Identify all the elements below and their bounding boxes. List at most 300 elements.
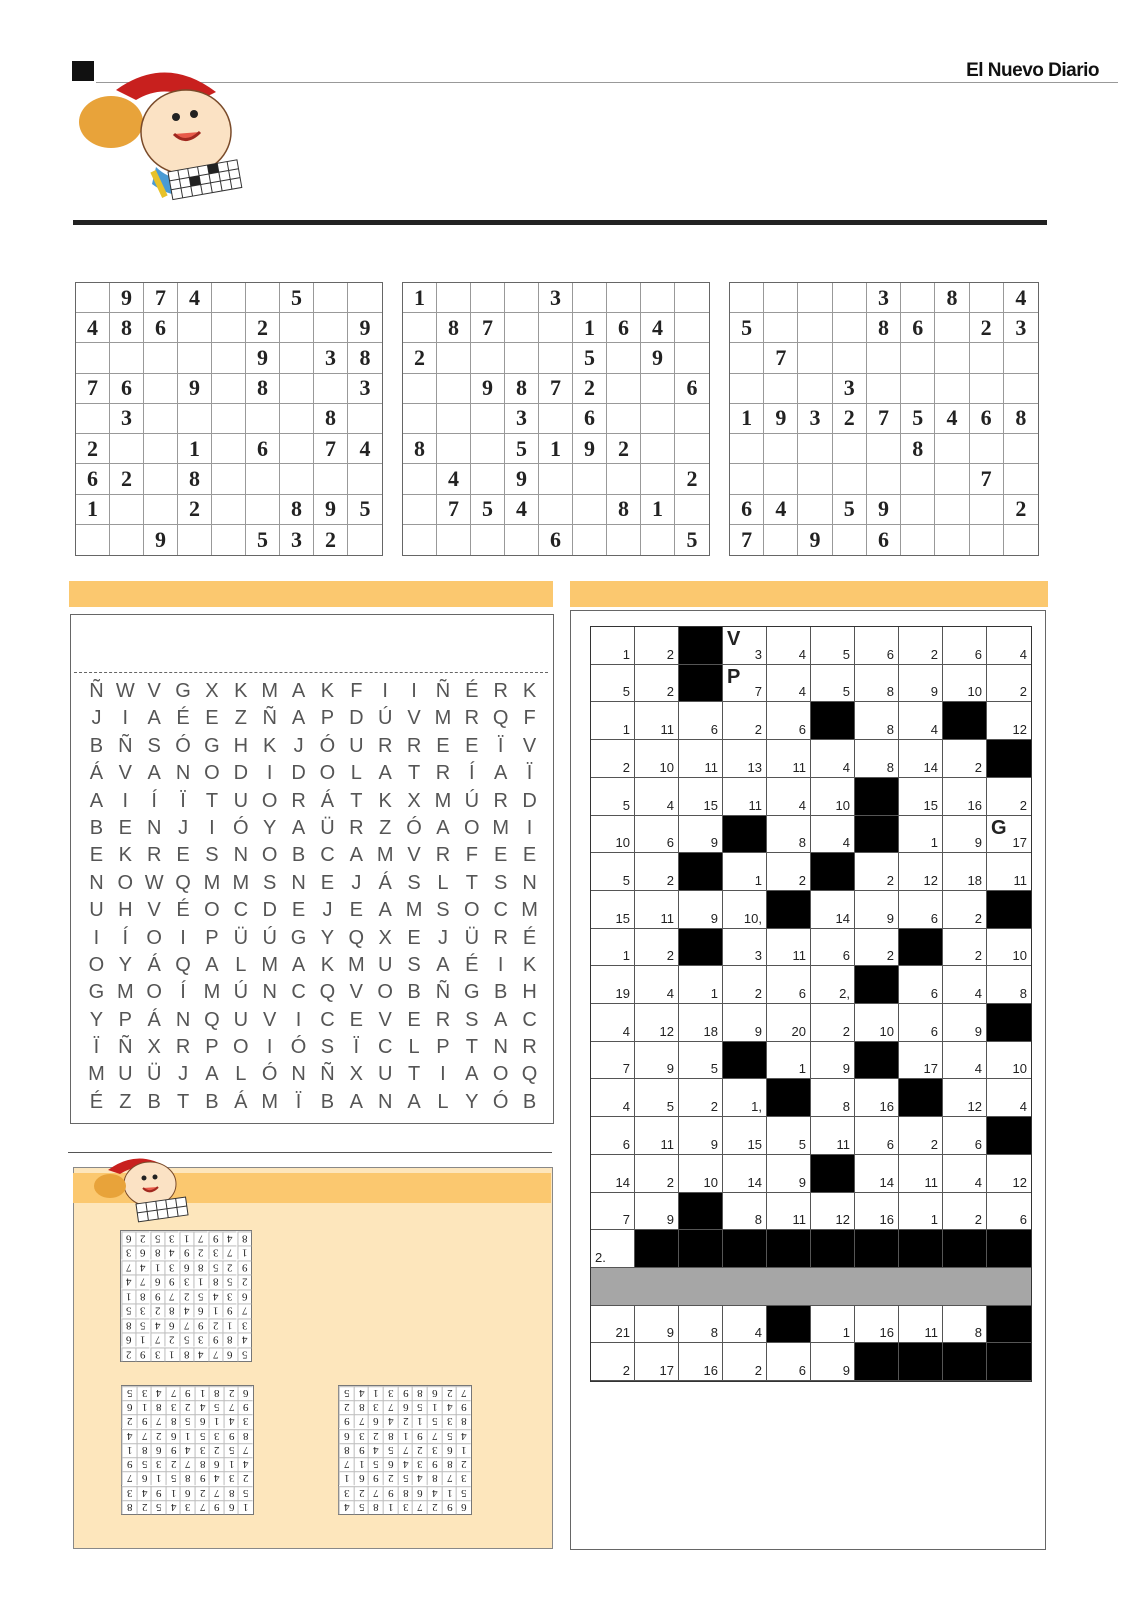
sudoku-cell[interactable] (867, 434, 901, 464)
sudoku-cell[interactable] (144, 343, 178, 373)
sudoku-cell[interactable] (730, 343, 764, 373)
sudoku-cell[interactable]: 2 (314, 525, 348, 555)
wordsearch-letter[interactable]: B (89, 816, 104, 839)
sudoku-cell[interactable] (314, 464, 348, 494)
sudoku-cell[interactable] (348, 404, 382, 434)
crossword-cell[interactable] (723, 1117, 767, 1155)
sudoku-cell[interactable]: 6 (970, 404, 1004, 434)
wordsearch-letter[interactable]: R (493, 789, 508, 812)
sudoku-cell[interactable] (110, 525, 144, 555)
crossword-cell[interactable] (811, 1079, 855, 1117)
crossword-cell[interactable] (855, 702, 899, 740)
crossword-cell[interactable] (855, 853, 899, 891)
wordsearch-letter[interactable]: C (320, 1008, 335, 1031)
sudoku-cell[interactable] (970, 434, 1004, 464)
wordsearch-letter[interactable]: C (493, 899, 508, 922)
wordsearch-letter[interactable]: R (435, 1008, 451, 1031)
crossword-cell[interactable] (679, 1343, 723, 1381)
sudoku-cell[interactable]: 3 (539, 283, 573, 313)
sudoku-cell[interactable] (212, 495, 246, 525)
sudoku-cell[interactable] (764, 525, 798, 555)
wordsearch-letter[interactable]: Á (147, 953, 161, 976)
crossword-cell[interactable] (811, 891, 855, 929)
sudoku-cell[interactable]: 9 (348, 313, 382, 343)
wordsearch-letter[interactable]: R (464, 707, 480, 730)
crossword-cell[interactable] (899, 816, 943, 854)
wordsearch-letter[interactable]: V (407, 844, 421, 867)
crossword-cell[interactable] (987, 778, 1031, 816)
sudoku-cell[interactable]: 6 (607, 313, 641, 343)
sudoku-cell[interactable] (110, 495, 144, 525)
sudoku-cell[interactable]: 3 (1004, 313, 1038, 343)
crossword-cell[interactable] (635, 891, 679, 929)
crossword-cell[interactable] (943, 1079, 987, 1117)
crossword-cell[interactable] (899, 1193, 943, 1231)
wordsearch-letter[interactable]: Ñ (435, 981, 451, 1004)
wordsearch-letter[interactable]: Q (521, 1063, 538, 1086)
sudoku-cell[interactable] (675, 404, 709, 434)
wordsearch-letter[interactable]: R (175, 1036, 191, 1059)
sudoku-cell[interactable] (471, 525, 505, 555)
sudoku-cell[interactable]: 9 (314, 495, 348, 525)
wordsearch-letter[interactable]: Y (263, 816, 277, 839)
wordsearch-letter[interactable]: E (89, 844, 104, 867)
sudoku-cell[interactable] (901, 374, 935, 404)
wordsearch-letter[interactable]: Ï (526, 762, 533, 785)
wordsearch-letter[interactable]: L (408, 1036, 420, 1059)
sudoku-cell[interactable]: 9 (641, 343, 675, 373)
sudoku-cell[interactable]: 6 (144, 313, 178, 343)
sudoku-cell[interactable]: 9 (798, 525, 832, 555)
sudoku-cell[interactable] (212, 313, 246, 343)
crossword-cell[interactable] (723, 1193, 767, 1231)
crossword-cell[interactable] (723, 1079, 767, 1117)
sudoku-cell[interactable] (675, 434, 709, 464)
sudoku-cell[interactable]: 2 (110, 464, 144, 494)
crossword-cell[interactable] (855, 627, 899, 665)
crossword-cell[interactable] (855, 1079, 899, 1117)
wordsearch-letter[interactable]: X (349, 1063, 363, 1086)
wordsearch-letter[interactable]: O (117, 871, 134, 894)
wordsearch-letter[interactable]: E (320, 871, 335, 894)
wordsearch-letter[interactable]: B (522, 1090, 537, 1113)
sudoku-cell[interactable]: 9 (471, 374, 505, 404)
sudoku-cell[interactable] (798, 283, 832, 313)
wordsearch-letter[interactable]: Ü (146, 1063, 162, 1086)
wordsearch-letter[interactable]: Ü (464, 926, 480, 949)
sudoku-cell[interactable] (901, 464, 935, 494)
wordsearch-letter[interactable]: Ó (233, 816, 249, 839)
sudoku-cell[interactable] (403, 495, 437, 525)
wordsearch-letter[interactable]: R (349, 816, 364, 839)
wordsearch-letter[interactable]: Q (204, 1008, 220, 1031)
wordsearch-letter[interactable]: Ü (233, 926, 249, 949)
sudoku-cell[interactable] (437, 374, 471, 404)
sudoku-cell[interactable]: 1 (641, 495, 675, 525)
sudoku-cell[interactable] (246, 283, 280, 313)
wordsearch-letter[interactable]: J (437, 926, 448, 949)
crossword-cell[interactable] (943, 853, 987, 891)
crossword-cell[interactable] (811, 966, 855, 1004)
sudoku-cell[interactable]: 4 (505, 495, 539, 525)
crossword-cell[interactable] (943, 1306, 987, 1344)
wordsearch-letter[interactable]: Ú (262, 926, 277, 949)
crossword-cell[interactable] (943, 778, 987, 816)
sudoku-cell[interactable] (730, 464, 764, 494)
crossword-cell[interactable] (855, 740, 899, 778)
crossword-cell[interactable] (679, 816, 723, 854)
wordsearch-letter[interactable]: I (180, 926, 186, 949)
wordsearch-letter[interactable]: A (205, 1063, 219, 1086)
sudoku-cell[interactable]: 2 (833, 404, 867, 434)
crossword-cell[interactable] (855, 1004, 899, 1042)
crossword-cell[interactable] (987, 929, 1031, 967)
crossword-cell[interactable] (899, 1306, 943, 1344)
sudoku-cell[interactable] (539, 404, 573, 434)
wordsearch-letter[interactable]: A (378, 762, 392, 785)
wordsearch-letter[interactable]: Ó (290, 1036, 307, 1059)
sudoku-cell[interactable]: 9 (178, 374, 212, 404)
wordsearch-letter[interactable]: N (493, 1036, 508, 1059)
sudoku-cell[interactable] (110, 434, 144, 464)
crossword-cell[interactable] (591, 1343, 635, 1381)
wordsearch-letter[interactable]: C (233, 899, 249, 922)
sudoku-cell[interactable]: 7 (970, 464, 1004, 494)
wordsearch-letter[interactable]: B (89, 734, 104, 757)
wordsearch-letter[interactable]: T (465, 871, 478, 894)
sudoku-cell[interactable] (539, 495, 573, 525)
wordsearch-letter[interactable]: I (122, 789, 129, 812)
wordsearch-letter[interactable]: M (261, 680, 279, 702)
sudoku-cell[interactable] (246, 464, 280, 494)
wordsearch-letter[interactable]: K (378, 789, 392, 812)
wordsearch-letter[interactable]: V (147, 899, 161, 922)
sudoku-cell[interactable]: 9 (867, 495, 901, 525)
wordsearch-letter[interactable]: A (291, 816, 306, 839)
sudoku-cell[interactable]: 3 (348, 374, 382, 404)
sudoku-cell[interactable]: 3 (867, 283, 901, 313)
sudoku-cell[interactable]: 5 (901, 404, 935, 434)
wordsearch-letter[interactable]: H (118, 899, 133, 922)
sudoku-cell[interactable] (764, 434, 798, 464)
crossword-cell[interactable] (811, 929, 855, 967)
crossword-cell[interactable] (811, 1193, 855, 1231)
sudoku-cell[interactable] (935, 495, 969, 525)
wordsearch-letter[interactable]: F (523, 707, 536, 730)
wordsearch-letter[interactable]: Í (469, 762, 475, 785)
wordsearch-letter[interactable]: Q (319, 981, 336, 1004)
wordsearch-letter[interactable]: E (205, 707, 219, 730)
wordsearch-letter[interactable]: Á (234, 1090, 248, 1113)
crossword-cell[interactable] (943, 966, 987, 1004)
wordsearch-letter[interactable]: S (263, 871, 277, 894)
sudoku-cell[interactable] (901, 495, 935, 525)
wordsearch-letter[interactable]: M (434, 707, 452, 730)
wordsearch-letter[interactable]: N (89, 871, 104, 894)
crossword-cell[interactable] (635, 1155, 679, 1193)
crossword-cell[interactable] (635, 1004, 679, 1042)
sudoku-cell[interactable] (280, 313, 314, 343)
wordsearch-letter[interactable]: O (88, 953, 105, 976)
crossword-cell[interactable] (635, 778, 679, 816)
crossword-cell[interactable] (591, 1230, 635, 1268)
sudoku-cell[interactable] (573, 495, 607, 525)
sudoku-cell[interactable] (833, 434, 867, 464)
sudoku-cell[interactable]: 5 (471, 495, 505, 525)
sudoku-cell[interactable] (607, 404, 641, 434)
crossword-cell[interactable] (987, 1193, 1031, 1231)
sudoku-cell[interactable] (471, 404, 505, 434)
sudoku-cell[interactable]: 2 (178, 495, 212, 525)
wordsearch-letter[interactable]: M (88, 1063, 105, 1086)
wordsearch-letter[interactable]: Ï (295, 1090, 302, 1113)
wordsearch-letter[interactable]: P (118, 1008, 132, 1031)
sudoku-cell[interactable]: 5 (686, 526, 698, 552)
wordsearch-letter[interactable]: É (465, 680, 479, 702)
crossword-cell[interactable] (987, 966, 1031, 1004)
wordsearch-letter[interactable]: V (522, 734, 537, 757)
wordsearch-letter[interactable]: K (522, 680, 537, 702)
crossword-cell[interactable] (723, 740, 767, 778)
wordsearch-letter[interactable]: G (204, 734, 220, 757)
wordsearch-letter[interactable]: N (522, 871, 537, 894)
sudoku-cell[interactable] (280, 434, 314, 464)
crossword-cell[interactable] (987, 1042, 1031, 1080)
wordsearch-letter[interactable]: K (234, 680, 248, 702)
sudoku-cell[interactable]: 1 (403, 283, 437, 313)
wordsearch-letter[interactable]: O (464, 816, 480, 839)
sudoku-cell[interactable] (1004, 525, 1038, 555)
wordsearch-letter[interactable]: Q (175, 953, 191, 976)
sudoku-cell[interactable] (970, 343, 1004, 373)
crossword-cell[interactable] (635, 1117, 679, 1155)
crossword-cell[interactable] (987, 702, 1031, 740)
sudoku-cell[interactable]: 8 (348, 343, 382, 373)
wordsearch-letter[interactable]: M (376, 844, 394, 867)
crossword-cell[interactable] (591, 1079, 635, 1117)
sudoku-cell[interactable]: 4 (935, 404, 969, 434)
wordsearch-letter[interactable]: Ï (353, 1036, 360, 1059)
wordsearch-letter[interactable]: U (233, 1008, 249, 1031)
wordsearch-letter[interactable]: T (407, 762, 421, 785)
crossword-cell[interactable] (723, 891, 767, 929)
crossword-cell[interactable] (767, 1042, 811, 1080)
sudoku-cell[interactable]: 3 (110, 404, 144, 434)
crossword-cell[interactable] (943, 627, 987, 665)
sudoku-cell[interactable]: 8 (901, 434, 935, 464)
wordsearch-letter[interactable]: H (522, 981, 537, 1004)
wordsearch-letter[interactable]: O (377, 981, 393, 1004)
wordsearch-letter[interactable]: M (492, 816, 510, 839)
wordsearch-letter[interactable]: Á (147, 1008, 161, 1031)
crossword-cell[interactable] (679, 778, 723, 816)
wordsearch-letter[interactable]: L (350, 762, 362, 785)
crossword-cell[interactable] (987, 853, 1031, 891)
crossword-cell[interactable] (811, 627, 855, 665)
crossword-cell[interactable] (591, 1004, 635, 1042)
sudoku-cell[interactable]: 6 (76, 464, 110, 494)
wordsearch-letter[interactable]: B (291, 844, 306, 867)
sudoku-cell[interactable] (833, 313, 867, 343)
wordsearch-letter[interactable]: V (407, 707, 421, 730)
wordsearch-letter[interactable]: J (91, 707, 102, 730)
crossword-cell[interactable] (811, 665, 855, 703)
crossword-cell[interactable] (723, 778, 767, 816)
sudoku-cell[interactable] (675, 283, 709, 313)
sudoku-cell[interactable] (833, 525, 867, 555)
crossword-cell[interactable] (899, 1117, 943, 1155)
wordsearch-letter[interactable]: X (407, 789, 421, 812)
sudoku-cell[interactable] (539, 343, 573, 373)
sudoku-cell[interactable]: 4 (178, 283, 212, 313)
sudoku-cell[interactable] (76, 283, 110, 313)
crossword-cell[interactable] (811, 740, 855, 778)
crossword-cell[interactable] (855, 1155, 899, 1193)
sudoku-cell[interactable] (970, 525, 1004, 555)
crossword-cell[interactable] (635, 966, 679, 1004)
wordsearch-letter[interactable]: V (118, 762, 132, 785)
wordsearch-letter[interactable]: A (147, 707, 161, 730)
wordsearch-letter[interactable]: A (291, 953, 306, 976)
crossword-cell[interactable] (767, 1343, 811, 1381)
wordsearch-letter[interactable]: E (522, 844, 537, 867)
wordsearch-letter[interactable]: D (291, 762, 306, 785)
sudoku-cell[interactable] (280, 343, 314, 373)
crossword-cell[interactable] (899, 665, 943, 703)
wordsearch-letter[interactable]: N (291, 871, 306, 894)
sudoku-cell[interactable] (935, 374, 969, 404)
sudoku-cell[interactable] (764, 374, 798, 404)
wordsearch-letter[interactable]: N (146, 816, 162, 839)
sudoku-cell[interactable]: 5 (246, 525, 280, 555)
wordsearch-letter[interactable]: R (146, 844, 162, 867)
wordsearch-letter[interactable]: S (407, 953, 421, 976)
wordsearch-letter[interactable]: L (235, 953, 247, 976)
wordsearch-letter[interactable]: Q (492, 707, 509, 730)
wordsearch-letter[interactable]: Q (175, 871, 191, 894)
wordsearch-letter[interactable]: A (407, 1090, 421, 1113)
wordsearch-letter[interactable]: Ñ (89, 680, 104, 702)
crossword-cell[interactable] (635, 1306, 679, 1344)
sudoku-cell[interactable]: 2 (246, 313, 280, 343)
sudoku-cell[interactable] (1004, 343, 1038, 373)
sudoku-cell[interactable] (246, 404, 280, 434)
crossword-cell[interactable] (723, 966, 767, 1004)
wordsearch-letter[interactable]: Ú (464, 789, 480, 812)
sudoku-cell[interactable] (935, 464, 969, 494)
wordsearch-letter[interactable]: L (235, 1063, 247, 1086)
sudoku-cell[interactable] (471, 464, 505, 494)
sudoku-cell[interactable] (798, 464, 832, 494)
crossword-cell[interactable] (591, 1193, 635, 1231)
wordsearch-letter[interactable]: R (435, 762, 451, 785)
sudoku-cell[interactable]: 3 (280, 525, 314, 555)
wordsearch-letter[interactable]: O (233, 1036, 249, 1059)
sudoku-cell[interactable] (178, 525, 212, 555)
sudoku-cell[interactable] (798, 374, 832, 404)
wordsearch-letter[interactable]: K (320, 953, 335, 976)
sudoku-cell[interactable]: 1 (573, 313, 607, 343)
wordsearch-letter[interactable]: M (521, 899, 538, 922)
sudoku-cell[interactable] (935, 525, 969, 555)
wordsearch-letter[interactable]: N (262, 981, 277, 1004)
sudoku-cell[interactable] (212, 374, 246, 404)
crossword-cell[interactable] (591, 1042, 635, 1080)
wordsearch-letter[interactable]: A (89, 789, 104, 812)
wordsearch-letter[interactable]: M (116, 981, 134, 1004)
sudoku-cell[interactable]: 4 (1004, 283, 1038, 313)
wordsearch-letter[interactable]: J (322, 899, 333, 922)
wordsearch-letter[interactable]: I (497, 953, 504, 976)
sudoku-cell[interactable] (437, 283, 471, 313)
sudoku-cell[interactable] (573, 283, 607, 313)
wordsearch-letter[interactable]: Á (89, 762, 104, 785)
wordsearch-letter[interactable]: K (118, 844, 132, 867)
sudoku-cell[interactable]: 3 (798, 404, 832, 434)
sudoku-cell[interactable] (607, 283, 641, 313)
wordsearch-letter[interactable]: T (407, 1063, 421, 1086)
wordsearch-letter[interactable]: U (377, 1063, 393, 1086)
wordsearch-letter[interactable]: Ñ (118, 1036, 133, 1059)
wordsearch-letter[interactable]: C (291, 981, 306, 1004)
sudoku-cell[interactable]: 8 (110, 313, 144, 343)
crossword-cell[interactable] (943, 891, 987, 929)
sudoku-cell[interactable] (798, 343, 832, 373)
sudoku-cell[interactable] (178, 343, 212, 373)
wordsearch-letter[interactable]: U (349, 734, 364, 757)
wordsearch-letter[interactable]: T (176, 1090, 190, 1113)
crossword-cell[interactable] (679, 740, 723, 778)
wordsearch-letter[interactable]: I (266, 762, 273, 785)
crossword-cell[interactable] (591, 627, 635, 665)
crossword-cell[interactable] (591, 891, 635, 929)
sudoku-cell[interactable]: 8 (607, 495, 641, 525)
wordsearch-letter[interactable]: U (377, 953, 393, 976)
crossword-cell[interactable] (943, 665, 987, 703)
sudoku-cell[interactable]: 7 (76, 374, 110, 404)
crossword-cell[interactable] (591, 929, 635, 967)
wordsearch-letter[interactable]: I (411, 680, 417, 702)
wordsearch-letter[interactable]: Z (119, 1090, 132, 1113)
sudoku-cell[interactable] (539, 313, 573, 343)
wordsearch-letter[interactable]: A (494, 1008, 508, 1031)
wordsearch-letter[interactable]: W (144, 871, 164, 894)
wordsearch-letter[interactable]: I (209, 816, 215, 839)
crossword-cell[interactable] (635, 740, 679, 778)
sudoku-cell[interactable]: 2 (403, 343, 437, 373)
crossword-cell[interactable] (723, 627, 767, 665)
sudoku-cell[interactable] (505, 313, 539, 343)
sudoku-cell[interactable] (144, 495, 178, 525)
sudoku-cell[interactable]: 4 (76, 313, 110, 343)
crossword-cell[interactable] (767, 740, 811, 778)
wordsearch-letter[interactable]: R (493, 926, 508, 949)
crossword-cell[interactable] (591, 966, 635, 1004)
wordsearch-letter[interactable]: I (440, 1063, 446, 1086)
crossword-cell[interactable] (591, 1117, 635, 1155)
wordsearch-letter[interactable]: Í (122, 926, 129, 949)
wordsearch-letter[interactable]: U (89, 899, 104, 922)
sudoku-cell[interactable] (212, 283, 246, 313)
wordsearch-letter[interactable]: I (266, 1036, 273, 1059)
sudoku-cell[interactable]: 9 (110, 283, 144, 313)
sudoku-cell[interactable] (178, 313, 212, 343)
wordsearch-letter[interactable]: Ï (93, 1036, 100, 1059)
wordsearch-letter[interactable]: C (522, 1008, 537, 1031)
sudoku-cell[interactable] (246, 495, 280, 525)
crossword-cell[interactable] (635, 929, 679, 967)
sudoku-cell[interactable]: 4 (437, 464, 471, 494)
